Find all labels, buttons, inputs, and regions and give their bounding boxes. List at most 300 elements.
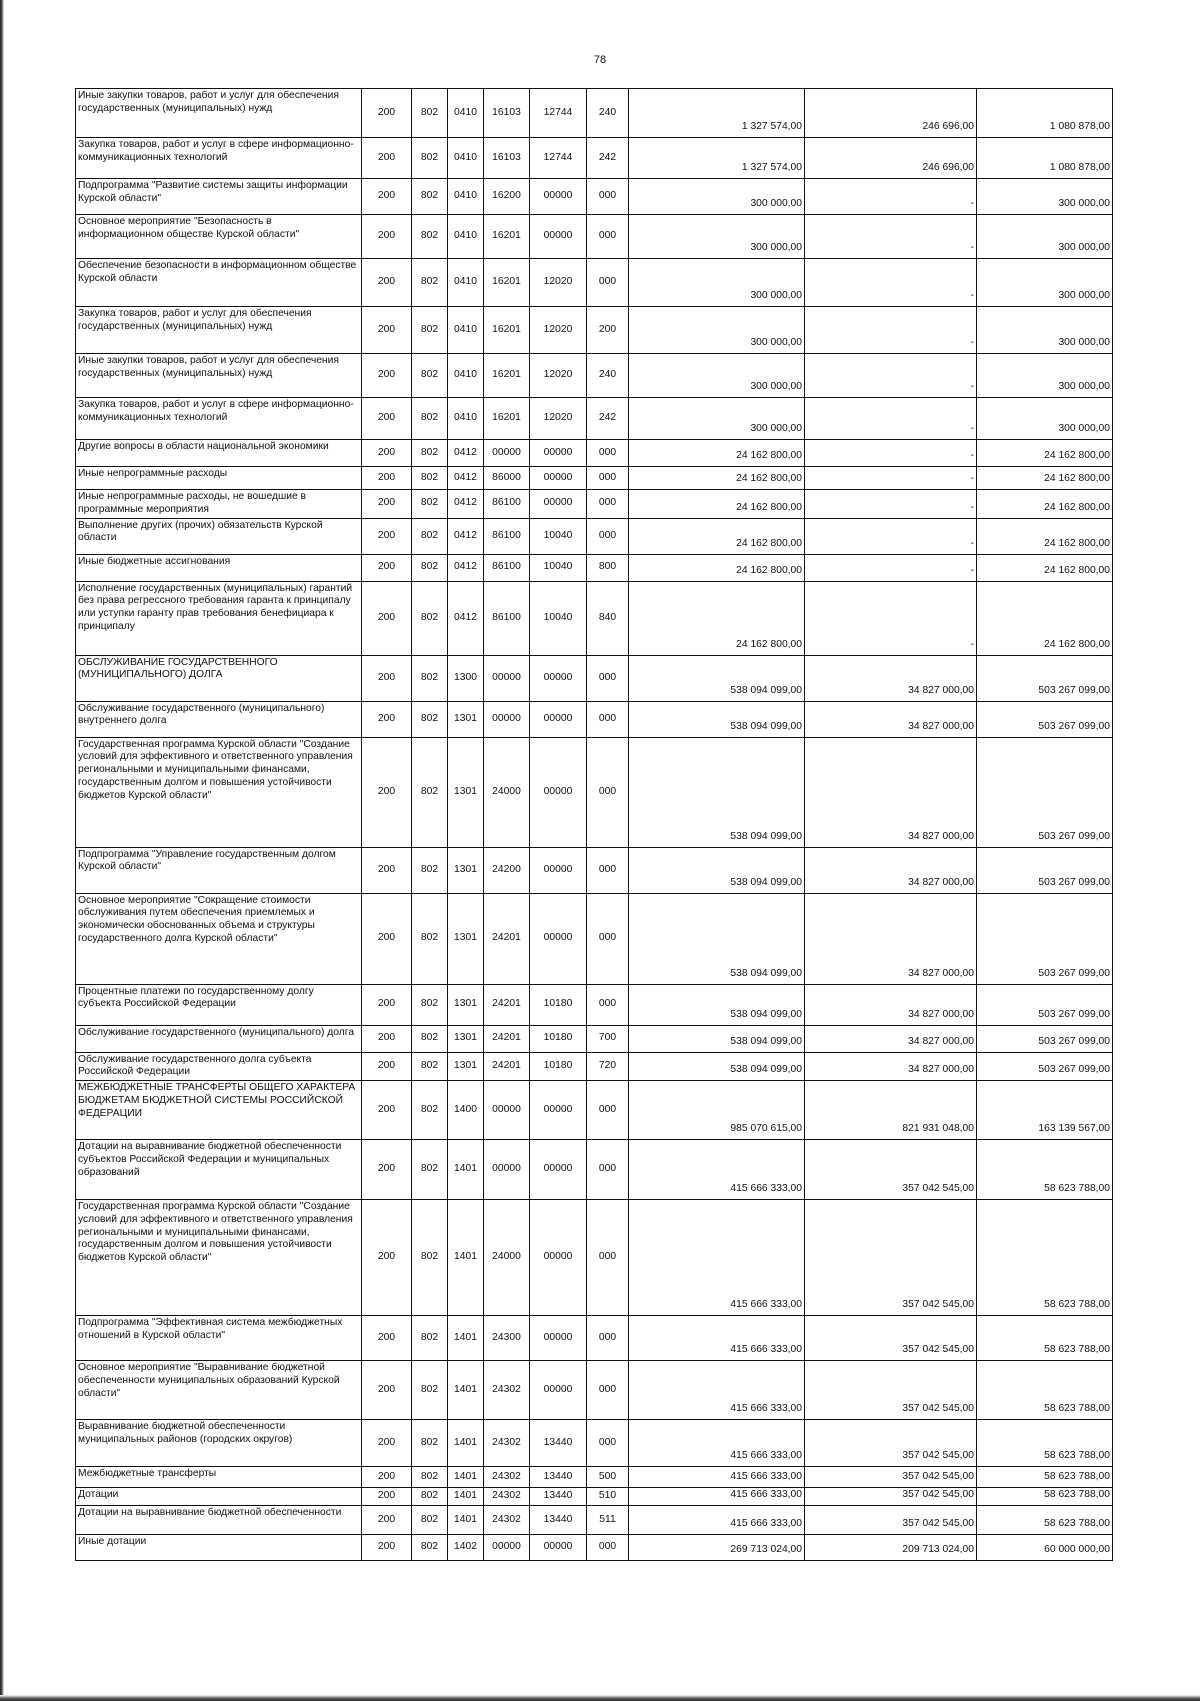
amount-total: 24 162 800,00	[629, 440, 805, 467]
ministry-code: 802	[412, 259, 448, 307]
ministry-code: 802	[412, 1361, 448, 1420]
amount-regional: 300 000,00	[977, 398, 1113, 440]
admin-code: 200	[362, 737, 412, 847]
program-code: 00000	[484, 440, 530, 467]
amount-regional: 24 162 800,00	[977, 467, 1113, 490]
program-code: 24302	[484, 1467, 530, 1488]
ministry-code: 802	[412, 518, 448, 554]
amount-federal: -	[805, 215, 977, 259]
admin-code: 200	[362, 984, 412, 1025]
direction-code: 12744	[530, 89, 587, 138]
amount-federal: 357 042 545,00	[805, 1467, 977, 1488]
amount-regional: 58 623 788,00	[977, 1200, 1113, 1316]
ministry-code: 802	[412, 655, 448, 701]
expense-type-code: 000	[587, 1361, 629, 1420]
admin-code: 200	[362, 1506, 412, 1535]
amount-total: 985 070 615,00	[629, 1081, 805, 1140]
program-code: 86100	[484, 554, 530, 581]
amount-total: 538 094 099,00	[629, 984, 805, 1025]
direction-code: 13440	[530, 1506, 587, 1535]
expense-type-code: 511	[587, 1506, 629, 1535]
amount-total: 538 094 099,00	[629, 737, 805, 847]
table-row	[76, 1467, 1113, 1488]
amount-regional: 58 623 788,00	[977, 1488, 1113, 1506]
table-row	[76, 467, 1113, 490]
table-row	[76, 440, 1113, 467]
table-row	[76, 490, 1113, 519]
amount-federal: 34 827 000,00	[805, 737, 977, 847]
amount-regional: 58 623 788,00	[977, 1140, 1113, 1200]
program-code: 24302	[484, 1488, 530, 1506]
ministry-code: 802	[412, 893, 448, 984]
expense-type-code: 000	[587, 215, 629, 259]
row-name: Выравнивание бюджетной обеспеченности муниципальных районов (городских округов)	[76, 1420, 362, 1467]
direction-code: 00000	[530, 893, 587, 984]
direction-code: 13440	[530, 1488, 587, 1506]
expense-type-code: 240	[587, 354, 629, 398]
admin-code: 200	[362, 1081, 412, 1140]
section-code: 1301	[448, 737, 484, 847]
table-row	[76, 1081, 1113, 1140]
expense-type-code: 000	[587, 1316, 629, 1361]
amount-regional: 24 162 800,00	[977, 440, 1113, 467]
expense-type-code: 242	[587, 138, 629, 179]
row-name: Иные непрограммные расходы, не вошедшие в программные мероприятия	[76, 490, 362, 519]
section-code: 0410	[448, 398, 484, 440]
amount-total: 538 094 099,00	[629, 655, 805, 701]
direction-code: 00000	[530, 737, 587, 847]
ministry-code: 802	[412, 89, 448, 138]
amount-federal: 246 696,00	[805, 138, 977, 179]
section-code: 1300	[448, 655, 484, 701]
admin-code: 200	[362, 440, 412, 467]
ministry-code: 802	[412, 1420, 448, 1467]
admin-code: 200	[362, 655, 412, 701]
ministry-code: 802	[412, 398, 448, 440]
amount-regional: 58 623 788,00	[977, 1420, 1113, 1467]
ministry-code: 802	[412, 1081, 448, 1140]
section-code: 0412	[448, 554, 484, 581]
program-code: 24000	[484, 737, 530, 847]
amount-regional: 24 162 800,00	[977, 518, 1113, 554]
row-name: Закупка товаров, работ и услуг в сфере информационно-коммуникационных технологий	[76, 398, 362, 440]
amount-total: 538 094 099,00	[629, 1052, 805, 1081]
amount-federal: 34 827 000,00	[805, 1052, 977, 1081]
direction-code: 10040	[530, 518, 587, 554]
amount-regional: 58 623 788,00	[977, 1506, 1113, 1535]
table-row	[76, 1200, 1113, 1316]
section-code: 1301	[448, 847, 484, 893]
admin-code: 200	[362, 89, 412, 138]
admin-code: 200	[362, 307, 412, 354]
amount-regional: 503 267 099,00	[977, 655, 1113, 701]
amount-regional: 300 000,00	[977, 179, 1113, 215]
row-name: Выполнение других (прочих) обязательств Курской области	[76, 518, 362, 554]
amount-federal: 357 042 545,00	[805, 1140, 977, 1200]
row-name: Иные закупки товаров, работ и услуг для обеспечения государственных (муниципальных) нужд	[76, 89, 362, 138]
amount-regional: 503 267 099,00	[977, 701, 1113, 737]
direction-code: 10180	[530, 984, 587, 1025]
direction-code: 12744	[530, 138, 587, 179]
amount-regional: 503 267 099,00	[977, 847, 1113, 893]
amount-federal: -	[805, 554, 977, 581]
expense-type-code: 510	[587, 1488, 629, 1506]
section-code: 1402	[448, 1535, 484, 1561]
amount-regional: 24 162 800,00	[977, 554, 1113, 581]
table-row	[76, 179, 1113, 215]
table-row	[76, 1535, 1113, 1561]
direction-code: 00000	[530, 1081, 587, 1140]
table-row	[76, 701, 1113, 737]
section-code: 0412	[448, 490, 484, 519]
program-code: 86100	[484, 518, 530, 554]
ministry-code: 802	[412, 467, 448, 490]
expense-type-code: 500	[587, 1467, 629, 1488]
amount-federal: -	[805, 179, 977, 215]
amount-federal: 357 042 545,00	[805, 1506, 977, 1535]
ministry-code: 802	[412, 1506, 448, 1535]
expense-type-code: 000	[587, 1420, 629, 1467]
program-code: 00000	[484, 701, 530, 737]
row-name: Основное мероприятие "Сокращение стоимости обслуживания путем обеспечения приемлемых и экономически обоснованных объема и структуры государственного долга Курской области"	[76, 893, 362, 984]
section-code: 0410	[448, 138, 484, 179]
amount-federal: 34 827 000,00	[805, 984, 977, 1025]
direction-code: 00000	[530, 1316, 587, 1361]
row-name: Дотации	[76, 1488, 362, 1506]
amount-federal: 821 931 048,00	[805, 1081, 977, 1140]
direction-code: 10180	[530, 1052, 587, 1081]
expense-type-code: 000	[587, 1140, 629, 1200]
amount-regional: 24 162 800,00	[977, 581, 1113, 655]
program-code: 16201	[484, 215, 530, 259]
admin-code: 200	[362, 1025, 412, 1052]
ministry-code: 802	[412, 490, 448, 519]
ministry-code: 802	[412, 984, 448, 1025]
expense-type-code: 000	[587, 1081, 629, 1140]
direction-code: 00000	[530, 1535, 587, 1561]
program-code: 24302	[484, 1506, 530, 1535]
row-name: Обеспечение безопасности в информационном обществе Курской области	[76, 259, 362, 307]
expense-type-code: 000	[587, 467, 629, 490]
admin-code: 200	[362, 467, 412, 490]
program-code: 24201	[484, 1025, 530, 1052]
table-row	[76, 354, 1113, 398]
row-name: Дотации на выравнивание бюджетной обеспеченности	[76, 1506, 362, 1535]
row-name: Государственная программа Курской области "Создание условий для эффективного и ответственного управления региональными и муниципальными финансами, государственным долгом и повышения устойчивости бюджетов Курской области"	[76, 1200, 362, 1316]
expense-type-code: 000	[587, 893, 629, 984]
admin-code: 200	[362, 847, 412, 893]
amount-federal: 34 827 000,00	[805, 655, 977, 701]
amount-total: 300 000,00	[629, 179, 805, 215]
table-row	[76, 1361, 1113, 1420]
amount-total: 24 162 800,00	[629, 581, 805, 655]
table-row	[76, 893, 1113, 984]
program-code: 16201	[484, 259, 530, 307]
row-name: Процентные платежи по государственному долгу субъекта Российской Федерации	[76, 984, 362, 1025]
amount-federal: 357 042 545,00	[805, 1200, 977, 1316]
ministry-code: 802	[412, 1140, 448, 1200]
expense-type-code: 000	[587, 847, 629, 893]
admin-code: 200	[362, 398, 412, 440]
amount-total: 1 327 574,00	[629, 89, 805, 138]
row-name: Обслуживание государственного долга субъекта Российской Федерации	[76, 1052, 362, 1081]
budget-table	[75, 88, 1113, 1561]
section-code: 1301	[448, 701, 484, 737]
program-code: 24201	[484, 893, 530, 984]
section-code: 0410	[448, 89, 484, 138]
program-code: 00000	[484, 655, 530, 701]
amount-total: 300 000,00	[629, 259, 805, 307]
table-row	[76, 1420, 1113, 1467]
amount-regional: 503 267 099,00	[977, 737, 1113, 847]
amount-total: 300 000,00	[629, 398, 805, 440]
direction-code: 00000	[530, 847, 587, 893]
row-name: Иные дотации	[76, 1535, 362, 1561]
ministry-code: 802	[412, 1025, 448, 1052]
program-code: 24200	[484, 847, 530, 893]
table-row	[76, 554, 1113, 581]
amount-federal: -	[805, 440, 977, 467]
admin-code: 200	[362, 490, 412, 519]
ministry-code: 802	[412, 215, 448, 259]
ministry-code: 802	[412, 354, 448, 398]
direction-code: 00000	[530, 1140, 587, 1200]
expense-type-code: 000	[587, 259, 629, 307]
amount-regional: 1 080 878,00	[977, 138, 1113, 179]
admin-code: 200	[362, 1200, 412, 1316]
table-row	[76, 737, 1113, 847]
table-row	[76, 1488, 1113, 1506]
row-name: Подпрограмма "Эффективная система межбюджетных отношений в Курской области"	[76, 1316, 362, 1361]
admin-code: 200	[362, 1420, 412, 1467]
amount-regional: 503 267 099,00	[977, 1025, 1113, 1052]
section-code: 1401	[448, 1467, 484, 1488]
ministry-code: 802	[412, 1467, 448, 1488]
program-code: 16103	[484, 138, 530, 179]
amount-federal: -	[805, 259, 977, 307]
direction-code: 00000	[530, 490, 587, 519]
expense-type-code: 720	[587, 1052, 629, 1081]
table-row	[76, 655, 1113, 701]
ministry-code: 802	[412, 1535, 448, 1561]
row-name: Закупка товаров, работ и услуг для обеспечения государственных (муниципальных) нужд	[76, 307, 362, 354]
admin-code: 200	[362, 1316, 412, 1361]
row-name: Основное мероприятие "Выравнивание бюджетной обеспеченности муниципальных образований Курской области"	[76, 1361, 362, 1420]
section-code: 1301	[448, 984, 484, 1025]
amount-federal: 357 042 545,00	[805, 1488, 977, 1506]
row-name: Другие вопросы в области национальной экономики	[76, 440, 362, 467]
row-name: Обслуживание государственного (муниципального) внутреннего долга	[76, 701, 362, 737]
amount-federal: 34 827 000,00	[805, 847, 977, 893]
expense-type-code: 000	[587, 701, 629, 737]
row-name: ОБСЛУЖИВАНИЕ ГОСУДАРСТВЕННОГО (МУНИЦИПАЛЬНОГО) ДОЛГА	[76, 655, 362, 701]
amount-federal: 357 042 545,00	[805, 1316, 977, 1361]
program-code: 86100	[484, 581, 530, 655]
amount-regional: 503 267 099,00	[977, 893, 1113, 984]
amount-federal: 34 827 000,00	[805, 1025, 977, 1052]
row-name: Обслуживание государственного (муниципального) долга	[76, 1025, 362, 1052]
amount-total: 415 666 333,00	[629, 1140, 805, 1200]
direction-code: 13440	[530, 1420, 587, 1467]
direction-code: 12020	[530, 307, 587, 354]
direction-code: 00000	[530, 655, 587, 701]
section-code: 1401	[448, 1140, 484, 1200]
program-code: 86000	[484, 467, 530, 490]
amount-federal: 34 827 000,00	[805, 893, 977, 984]
program-code: 24201	[484, 984, 530, 1025]
direction-code: 00000	[530, 1200, 587, 1316]
amount-regional: 300 000,00	[977, 259, 1113, 307]
row-name: Межбюджетные трансферты	[76, 1467, 362, 1488]
admin-code: 200	[362, 701, 412, 737]
section-code: 1401	[448, 1506, 484, 1535]
amount-federal: 34 827 000,00	[805, 701, 977, 737]
amount-regional: 1 080 878,00	[977, 89, 1113, 138]
section-code: 1301	[448, 1025, 484, 1052]
row-name: Подпрограмма "Управление государственным долгом Курской области"	[76, 847, 362, 893]
program-code: 16200	[484, 179, 530, 215]
amount-total: 415 666 333,00	[629, 1420, 805, 1467]
row-name: Подпрограмма "Развитие системы защиты информации Курской области"	[76, 179, 362, 215]
amount-total: 415 666 333,00	[629, 1200, 805, 1316]
admin-code: 200	[362, 581, 412, 655]
admin-code: 200	[362, 893, 412, 984]
section-code: 0412	[448, 440, 484, 467]
direction-code: 00000	[530, 467, 587, 490]
ministry-code: 802	[412, 179, 448, 215]
ministry-code: 802	[412, 1052, 448, 1081]
amount-federal: 357 042 545,00	[805, 1361, 977, 1420]
admin-code: 200	[362, 1488, 412, 1506]
amount-federal: -	[805, 354, 977, 398]
table-row	[76, 1506, 1113, 1535]
direction-code: 00000	[530, 179, 587, 215]
admin-code: 200	[362, 259, 412, 307]
amount-total: 24 162 800,00	[629, 518, 805, 554]
table-row	[76, 847, 1113, 893]
scan-edge	[0, 0, 4, 1701]
amount-total: 415 666 333,00	[629, 1506, 805, 1535]
ministry-code: 802	[412, 701, 448, 737]
table-row	[76, 138, 1113, 179]
direction-code: 12020	[530, 354, 587, 398]
amount-regional: 300 000,00	[977, 307, 1113, 354]
amount-total: 269 713 024,00	[629, 1535, 805, 1561]
ministry-code: 802	[412, 737, 448, 847]
ministry-code: 802	[412, 307, 448, 354]
section-code: 1301	[448, 1052, 484, 1081]
ministry-code: 802	[412, 1200, 448, 1316]
direction-code: 12020	[530, 259, 587, 307]
amount-federal: -	[805, 307, 977, 354]
direction-code: 10180	[530, 1025, 587, 1052]
expense-type-code: 240	[587, 89, 629, 138]
expense-type-code: 000	[587, 737, 629, 847]
amount-regional: 58 623 788,00	[977, 1467, 1113, 1488]
section-code: 1401	[448, 1200, 484, 1316]
admin-code: 200	[362, 1052, 412, 1081]
amount-total: 415 666 333,00	[629, 1467, 805, 1488]
ministry-code: 802	[412, 440, 448, 467]
amount-total: 300 000,00	[629, 307, 805, 354]
direction-code: 00000	[530, 701, 587, 737]
amount-federal: -	[805, 490, 977, 519]
scan-edge-bottom	[0, 1695, 1200, 1701]
amount-total: 415 666 333,00	[629, 1488, 805, 1506]
direction-code: 00000	[530, 1361, 587, 1420]
program-code: 00000	[484, 1535, 530, 1561]
amount-total: 538 094 099,00	[629, 847, 805, 893]
row-name: Иные бюджетные ассигнования	[76, 554, 362, 581]
table-row	[76, 89, 1113, 138]
page-number: 78	[593, 54, 607, 66]
admin-code: 200	[362, 179, 412, 215]
expense-type-code: 000	[587, 179, 629, 215]
amount-regional: 58 623 788,00	[977, 1361, 1113, 1420]
amount-regional: 300 000,00	[977, 215, 1113, 259]
direction-code: 00000	[530, 215, 587, 259]
direction-code: 13440	[530, 1467, 587, 1488]
row-name: Государственная программа Курской области "Создание условий для эффективного и ответственного управления региональными и муниципальными финансами, государственным долгом и повышения устойчивости бюджетов Курской области"	[76, 737, 362, 847]
expense-type-code: 000	[587, 984, 629, 1025]
admin-code: 200	[362, 554, 412, 581]
ministry-code: 802	[412, 138, 448, 179]
section-code: 0412	[448, 518, 484, 554]
row-name: Иные закупки товаров, работ и услуг для обеспечения государственных (муниципальных) нужд	[76, 354, 362, 398]
admin-code: 200	[362, 1467, 412, 1488]
program-code: 00000	[484, 1140, 530, 1200]
amount-total: 300 000,00	[629, 354, 805, 398]
expense-type-code: 242	[587, 398, 629, 440]
table-row	[76, 984, 1113, 1025]
amount-regional: 503 267 099,00	[977, 984, 1113, 1025]
amount-total: 538 094 099,00	[629, 701, 805, 737]
row-name: МЕЖБЮДЖЕТНЫЕ ТРАНСФЕРТЫ ОБЩЕГО ХАРАКТЕРА БЮДЖЕТАМ БЮДЖЕТНОЙ СИСТЕМЫ РОССИЙСКОЙ ФЕДЕРАЦИИ	[76, 1081, 362, 1140]
row-name: Дотации на выравнивание бюджетной обеспеченности субъектов Российской Федерации и муниципальных образований	[76, 1140, 362, 1200]
direction-code: 10040	[530, 581, 587, 655]
section-code: 1401	[448, 1420, 484, 1467]
expense-type-code: 000	[587, 1200, 629, 1316]
table-row	[76, 307, 1113, 354]
program-code: 16201	[484, 307, 530, 354]
program-code: 00000	[484, 1081, 530, 1140]
section-code: 1401	[448, 1361, 484, 1420]
amount-federal: -	[805, 518, 977, 554]
ministry-code: 802	[412, 554, 448, 581]
expense-type-code: 000	[587, 490, 629, 519]
section-code: 0412	[448, 581, 484, 655]
section-code: 0410	[448, 215, 484, 259]
row-name: Основное мероприятие "Безопасность в информационном обществе Курской области"	[76, 215, 362, 259]
section-code: 0410	[448, 259, 484, 307]
amount-total: 300 000,00	[629, 215, 805, 259]
amount-regional: 163 139 567,00	[977, 1081, 1113, 1140]
amount-total: 1 327 574,00	[629, 138, 805, 179]
amount-total: 415 666 333,00	[629, 1316, 805, 1361]
amount-federal: -	[805, 467, 977, 490]
program-code: 24302	[484, 1420, 530, 1467]
admin-code: 200	[362, 1535, 412, 1561]
program-code: 16201	[484, 354, 530, 398]
table-row	[76, 259, 1113, 307]
amount-total: 415 666 333,00	[629, 1361, 805, 1420]
direction-code: 12020	[530, 398, 587, 440]
expense-type-code: 000	[587, 655, 629, 701]
section-code: 1400	[448, 1081, 484, 1140]
expense-type-code: 840	[587, 581, 629, 655]
direction-code: 10040	[530, 554, 587, 581]
table-row	[76, 581, 1113, 655]
